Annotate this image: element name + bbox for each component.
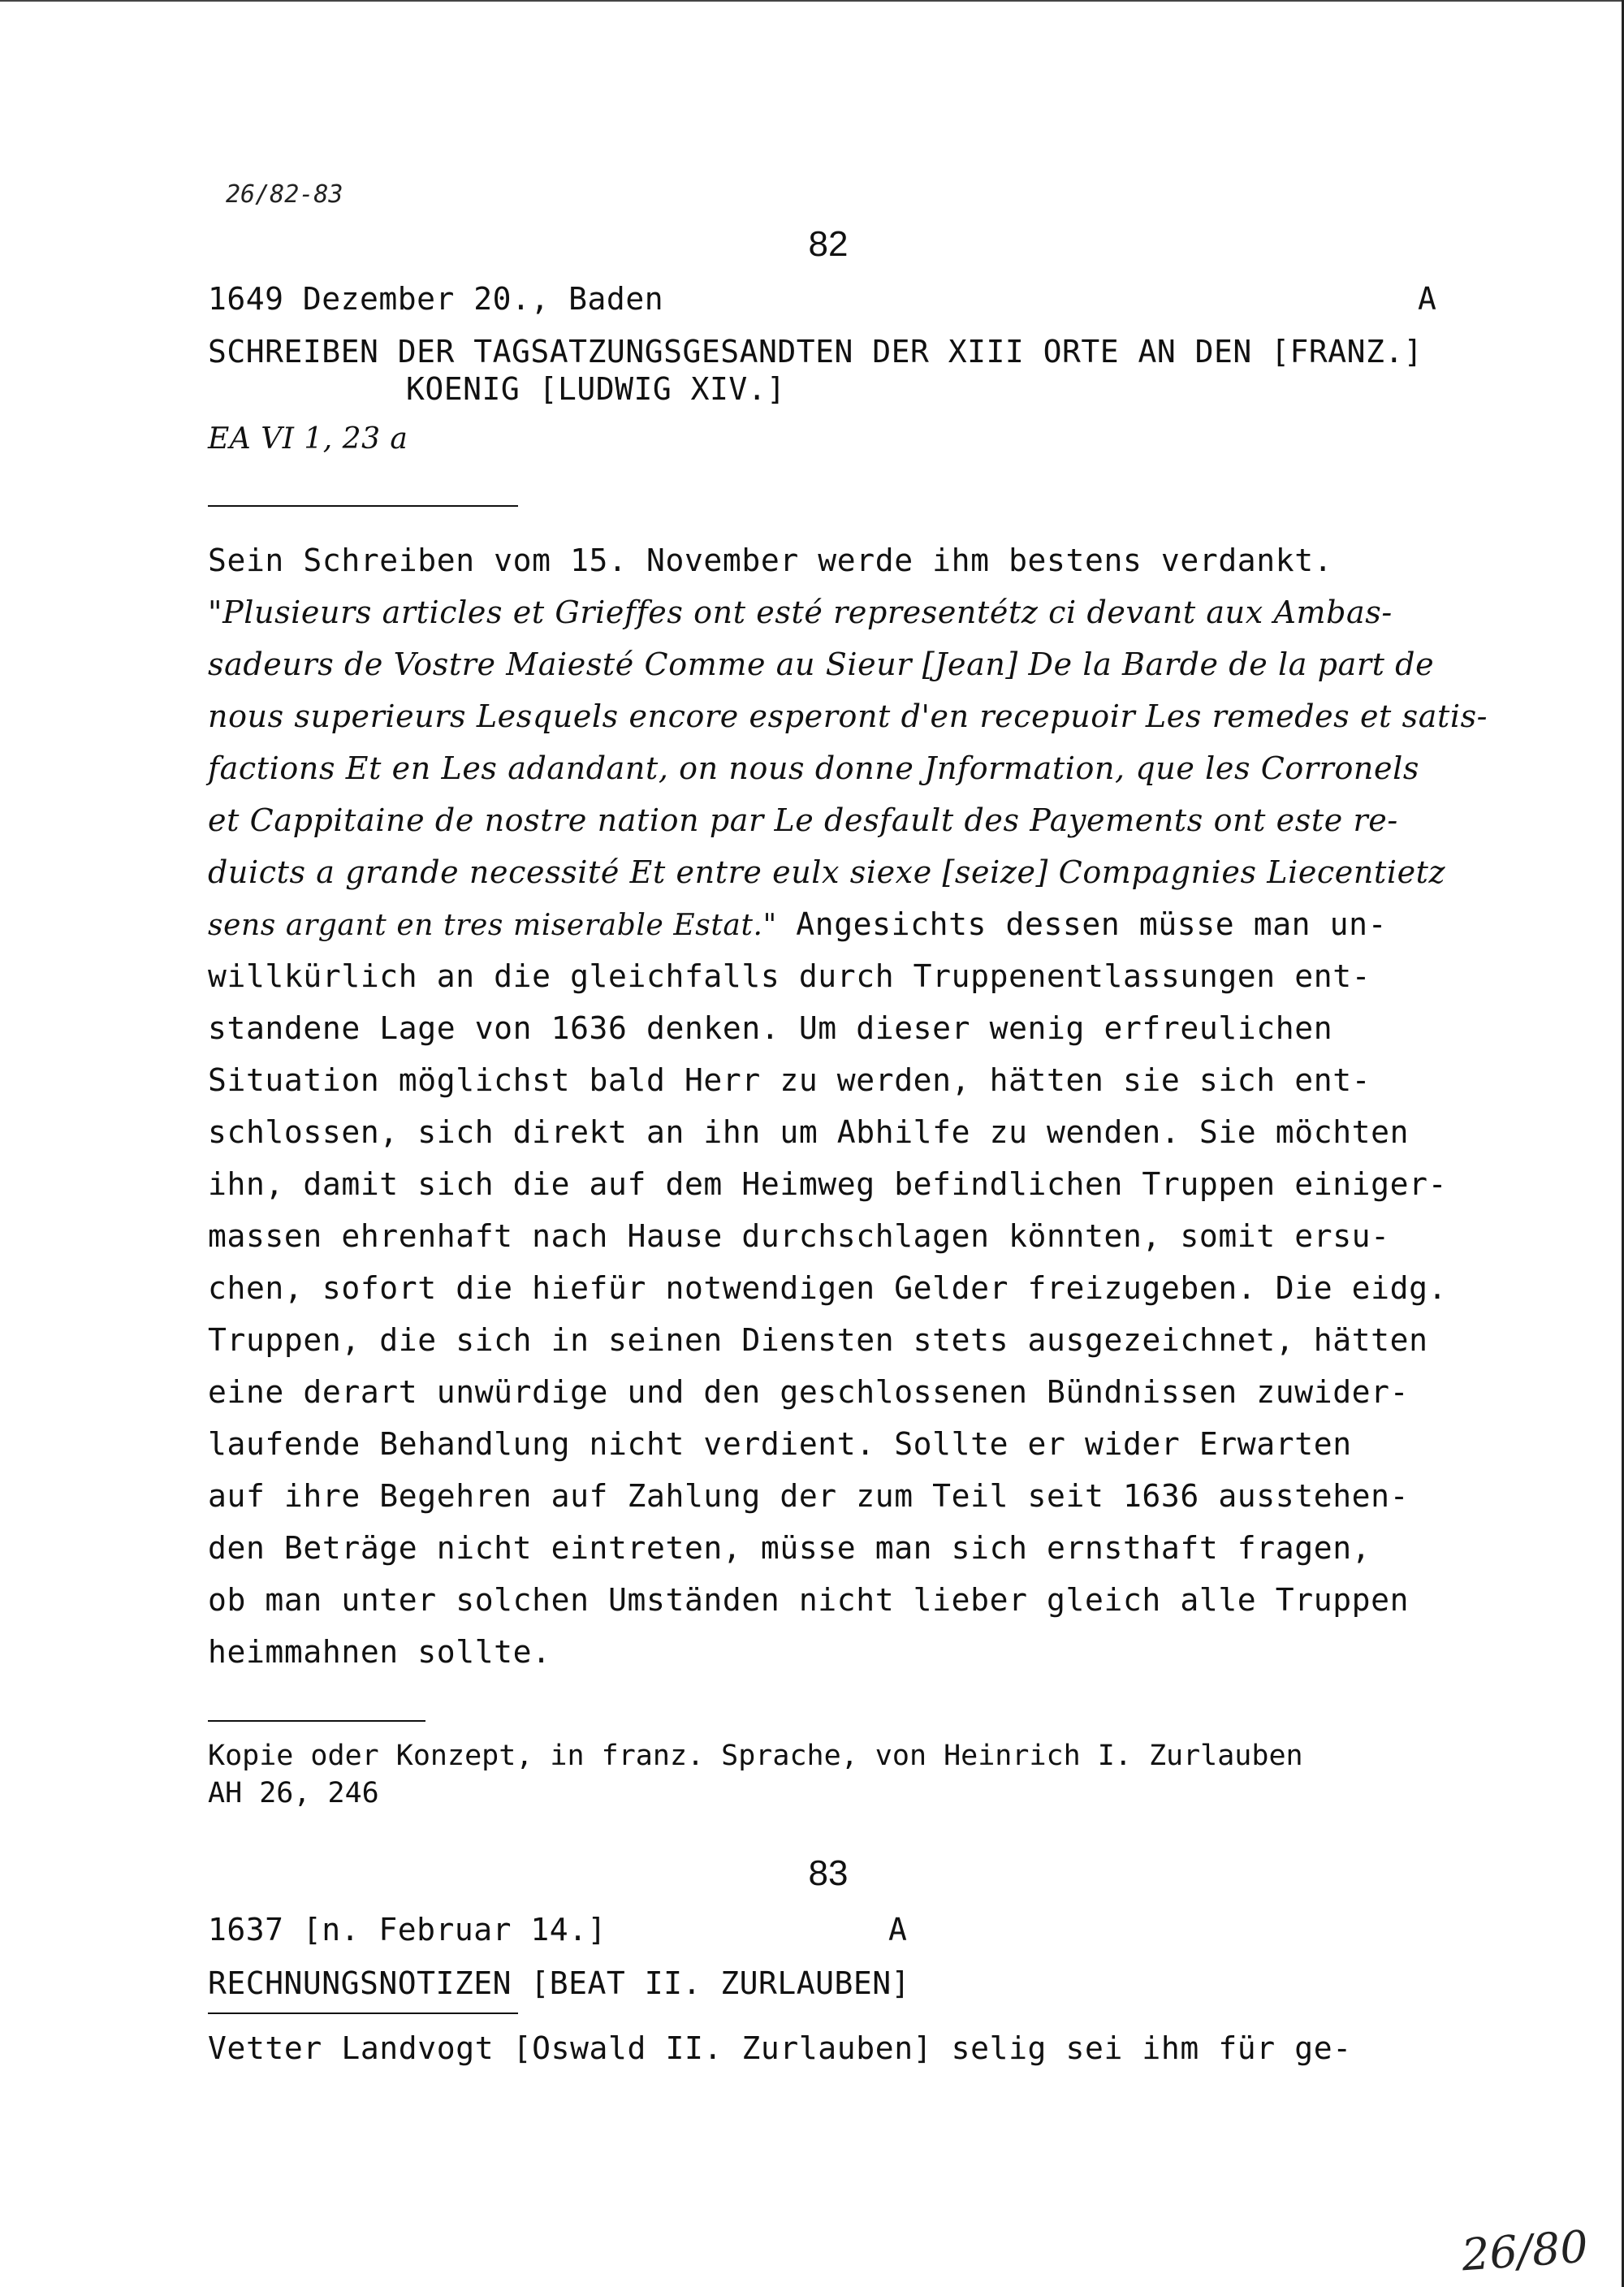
handwritten-page-number: 26/80 — [1459, 2220, 1590, 2281]
doc82-body-line-14: heimmahnen sollte. — [208, 1634, 551, 1670]
doc82-body-line-2: standene Lage von 1636 denken. Um dieser wenig erfreulichen — [208, 1010, 1333, 1046]
doc82-body-line-12: den Beträge nicht eintreten, müsse man sich ernsthaft fragen, — [208, 1530, 1371, 1566]
doc82-body-line-3: Situation möglichst bald Herr zu werden, hätten sie sich ent- — [208, 1062, 1371, 1098]
doc82-body-line-13: ob man unter solchen Umständen nicht lieber gleich alle Truppen — [208, 1582, 1410, 1618]
doc83-title: RECHNUNGSNOTIZEN [BEAT II. ZURLAUBEN] — [208, 1965, 910, 2001]
page-edge-top — [0, 0, 1624, 2]
doc82-edition-ref: EA VI 1, 23 a — [208, 422, 408, 456]
doc83-date-place: 1637 [n. Februar 14.] — [208, 1912, 607, 1948]
doc82-title-line1: SCHREIBEN DER TAGSATZUNGSGESANDTEN DER XIII ORTE AN DEN [FRANZ.] — [208, 334, 1423, 370]
doc82-mixed-line — [208, 906, 1387, 942]
doc82-quote-line-1: "Plusieurs articles et Grieffes ont esté representétz ci devant aux Ambas- — [208, 594, 1393, 630]
doc82-quote-line-3: nous superieurs Lesquels encore esperont d'en recepuoir Les remedes et satis- — [208, 698, 1488, 734]
doc82-quote-line-2: sadeurs de Vostre Maiesté Comme au Sieur [Jean] De la Barde de la part de — [208, 646, 1435, 682]
doc82-body-line-9: eine derart unwürdige und den geschlossenen Bündnissen zuwider- — [208, 1374, 1410, 1410]
doc82-footnote-rule — [208, 1720, 425, 1722]
doc82-quote-line-4: factions Et en Les adandant, on nous donne Jnformation, que les Corronels — [208, 750, 1419, 786]
doc82-body-line-7: chen, sofort die hiefür notwendigen Gelder freizugeben. Die eidg. — [208, 1270, 1448, 1306]
doc82-continuation: Angesichts dessen müsse man un- — [776, 906, 1388, 942]
doc82-source-note: Kopie oder Konzept, in franz. Sprache, von Heinrich I. Zurlauben — [208, 1740, 1303, 1772]
file-reference: 26/82-83 — [226, 180, 343, 209]
doc82-body-line-10: laufende Behandlung nicht verdient. Sollte er wider Erwarten — [208, 1426, 1352, 1462]
doc83-classification: A — [888, 1912, 907, 1948]
doc82-body-line-8: Truppen, die sich in seinen Diensten stets ausgezeichnet, hätten — [208, 1322, 1428, 1358]
document-number-82: 82 — [808, 224, 849, 264]
doc82-title-line2: KOENIG [LUDWIG XIV.] — [406, 371, 786, 407]
doc82-separator-rule — [208, 505, 518, 507]
doc82-body-line-6: massen ehrenhaft nach Hause durchschlagen könnten, somit ersu- — [208, 1218, 1390, 1254]
doc82-body-line-4: schlossen, sich direkt an ihn um Abhilfe zu wenden. Sie möchten — [208, 1114, 1410, 1150]
doc83-body-first-line: Vetter Landvogt [Oswald II. Zurlauben] selig sei ihm für ge- — [208, 2030, 1352, 2066]
doc82-quote-end: sens argant en tres miserable Estat." — [208, 909, 777, 942]
doc82-date-place: 1649 Dezember 20., Baden — [208, 281, 664, 317]
doc83-separator-rule — [208, 2012, 518, 2014]
doc82-classification: A — [1418, 281, 1436, 317]
doc82-quote-line-5: et Cappitaine de nostre nation par Le desfault des Payements ont este re- — [208, 802, 1398, 838]
doc82-body-line-11: auf ihre Begehren auf Zahlung der zum Teil seit 1636 ausstehen- — [208, 1478, 1410, 1514]
doc82-summary-first-line: Sein Schreiben vom 15. November werde ihm bestens verdankt. — [208, 543, 1333, 578]
doc82-quote-line-6: duicts a grande necessité Et entre eulx siexe [seize] Compagnies Liecentietz — [208, 854, 1446, 890]
doc82-archive-ref: AH 26, 246 — [208, 1777, 379, 1809]
doc82-body-line-1: willkürlich an die gleichfalls durch Truppenentlassungen ent- — [208, 958, 1371, 994]
document-number-83: 83 — [808, 1853, 849, 1893]
doc82-body-line-5: ihn, damit sich die auf dem Heimweg befindlichen Truppen einiger- — [208, 1166, 1448, 1202]
